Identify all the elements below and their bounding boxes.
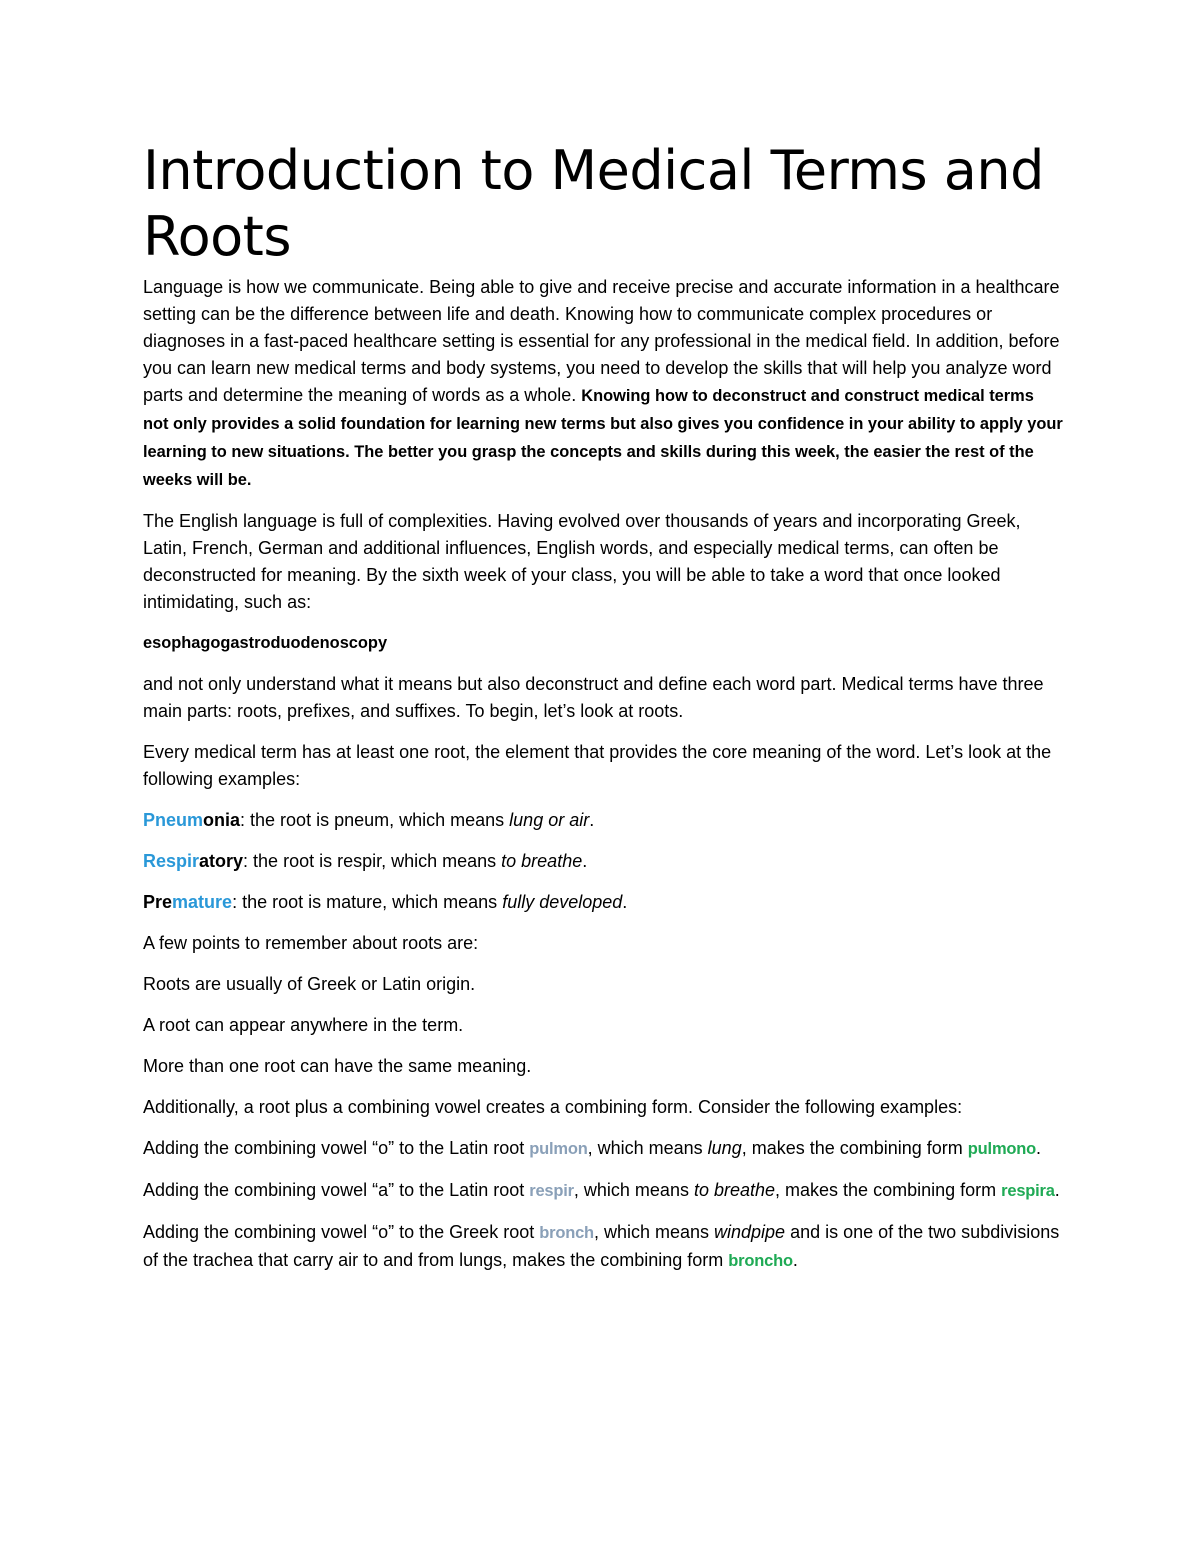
combining-text: Adding the combining vowel “o” to the Greek root — [143, 1222, 540, 1242]
combining-broncho — [143, 1219, 1063, 1275]
combining-text: , which means — [573, 1180, 694, 1200]
point-item: A root can appear anywhere in the term. — [143, 1015, 464, 1035]
combining-form: pulmono — [967, 1140, 1037, 1158]
combining-end: . — [1054, 1180, 1060, 1200]
example-text: : the root is mature, which means — [232, 892, 503, 912]
example-root: mature — [172, 892, 233, 912]
example-word: esophagogastroduodenoscopy — [143, 634, 388, 652]
combining-text: , which means — [587, 1138, 708, 1158]
example-meaning: to breathe — [501, 851, 583, 871]
combining-meaning: to breathe — [693, 1180, 776, 1200]
example-end: . — [582, 851, 588, 871]
intro-paragraph — [143, 274, 1063, 494]
combining-meaning: lung — [707, 1138, 742, 1158]
example-root: Respir — [143, 851, 200, 871]
example-suffix: onia — [203, 810, 241, 830]
combining-respira — [143, 1177, 1063, 1205]
document-page — [143, 138, 1063, 1289]
example-text: : the root is respir, which means — [243, 851, 502, 871]
combining-meaning: windpipe — [714, 1222, 786, 1242]
combining-text: and is one of the two subdivisions of the trachea that carry air to and from lungs, makes the combining form — [143, 1222, 1060, 1270]
point-item: Roots are usually of Greek or Latin origin. — [143, 974, 476, 994]
example-prefix: Pre — [143, 892, 173, 912]
example-meaning: fully developed — [502, 892, 623, 912]
example-premature — [143, 889, 1063, 916]
parts-paragraph: and not only understand what it means but also deconstruct and define each word part. Medical terms have three main parts: roots, prefixes, and suffixes. To begin, let’s look at roots. — [143, 674, 1044, 721]
combining-pulmono — [143, 1135, 1063, 1163]
combining-text: Adding the combining vowel “o” to the Latin root — [143, 1138, 530, 1158]
example-respiratory — [143, 848, 1063, 875]
example-root: Pneum — [143, 810, 204, 830]
combining-form: broncho — [728, 1252, 793, 1270]
intro-text: Language is how we communicate. Being able to give and receive precise and accurate information in a healthcare setting can be the difference between life and death. Knowing how to communicate complex procedures or diagnoses in a fast-paced healthcare setting is essential for any professional in the medical field. In addition, before you can learn new medical terms and body systems, you need to develop the skills that will help you analyze word parts and determine the meaning of words as a whole. — [143, 277, 1060, 405]
example-suffix: atory — [199, 851, 244, 871]
combining-end: . — [1036, 1138, 1042, 1158]
example-text: : the root is pneum, which means — [240, 810, 510, 830]
combining-text: Adding the combining vowel “a” to the Latin root — [143, 1180, 530, 1200]
points-intro: A few points to remember about roots are: — [143, 933, 479, 953]
combining-root: bronch — [539, 1224, 594, 1242]
point-item: More than one root can have the same meaning. — [143, 1056, 532, 1076]
page-title: Introduction to Medical Terms and Roots — [143, 139, 1044, 268]
intro-bold-text: Knowing how to deconstruct and construct medical terms not only provides a solid foundation for learning new terms but also gives you confidence in your ability to apply your learning to new situations. The better you grasp the concepts and skills during this week, the easier the rest of the weeks will be. — [143, 387, 1063, 489]
combining-text: , which means — [593, 1222, 714, 1242]
combining-root: pulmon — [529, 1140, 588, 1158]
combining-form: respira — [1001, 1182, 1055, 1200]
example-meaning: lung or air — [509, 810, 590, 830]
example-end: . — [622, 892, 628, 912]
combining-end: . — [792, 1250, 798, 1270]
combining-text: , makes the combining form — [741, 1138, 968, 1158]
combining-root: respir — [529, 1182, 574, 1200]
root-paragraph: Every medical term has at least one root, the element that provides the core meaning of the word. Let’s look at the following examples: — [143, 742, 1052, 789]
example-pneumonia — [143, 807, 1063, 834]
combining-intro: Additionally, a root plus a combining vowel creates a combining form. Consider the following examples: — [143, 1097, 963, 1117]
english-paragraph: The English language is full of complexities. Having evolved over thousands of years and incorporating Greek, Latin, French, German and additional influences, English words, and especially medical terms, can often be deconstructed for meaning. By the sixth week of your class, you will be able to take a word that once looked intimidating, such as: — [143, 511, 1021, 612]
combining-text: , makes the combining form — [775, 1180, 1002, 1200]
example-end: . — [589, 810, 595, 830]
